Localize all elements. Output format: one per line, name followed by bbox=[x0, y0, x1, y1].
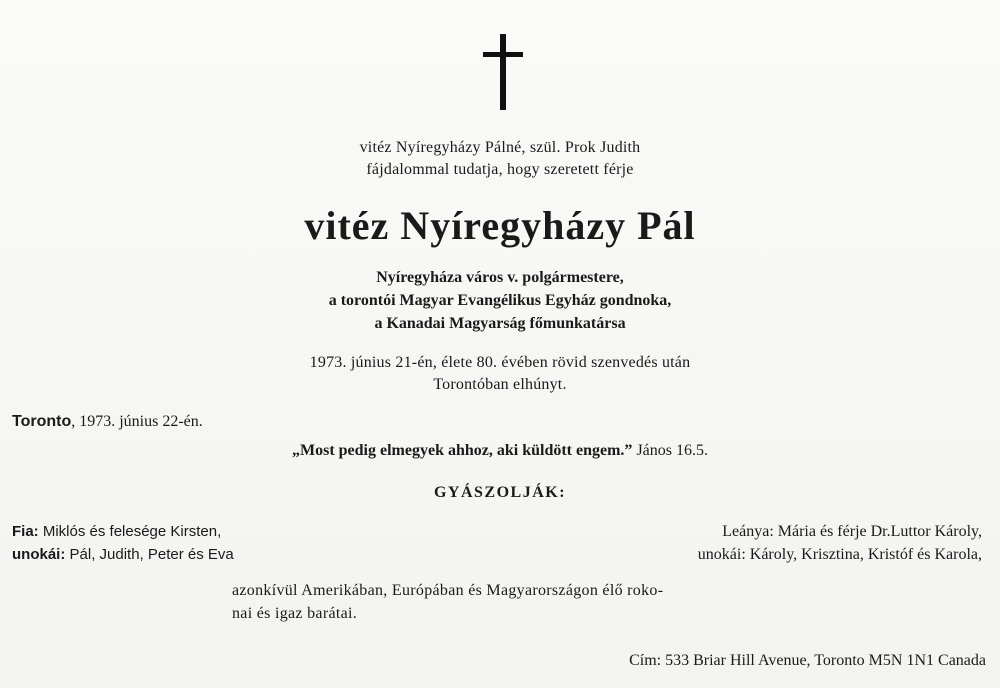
title-line-3: a Kanadai Magyarság főmunkatársa bbox=[374, 315, 626, 332]
place-date-text: , 1973. június 22-én. bbox=[71, 413, 203, 430]
grandchildren-text: Pál, Judith, Peter és Eva bbox=[69, 546, 234, 563]
right-family-line-1: Leánya: Mária és férje Dr.Luttor Károly, bbox=[722, 523, 982, 540]
left-family-line-1 bbox=[12, 523, 221, 540]
deceased-name: vitéz Nyíregyházy Pál bbox=[304, 203, 696, 248]
son-text: Miklós és felesége Kirsten, bbox=[42, 523, 222, 540]
death-line-1: 1973. június 21-én, élete 80. évében rövid szenvedés után bbox=[309, 354, 691, 371]
bible-quote bbox=[200, 442, 800, 460]
mourners-heading: GYÁSZOLJÁK: bbox=[433, 484, 567, 501]
grandchildren-label: unokái: bbox=[12, 546, 66, 563]
place-date bbox=[12, 413, 203, 431]
quote-text: „Most pedig elmegyek ahhoz, aki küldött engem.” bbox=[291, 442, 633, 459]
right-family-line-2: unokái: Károly, Krisztina, Kristóf és Karola, bbox=[697, 546, 982, 563]
address: Cím: 533 Briar Hill Avenue, Toronto M5N 1N1 Canada bbox=[629, 652, 986, 669]
title-line-2: a torontói Magyar Evangélikus Egyház gondnoka, bbox=[328, 292, 672, 309]
quote-reference: János 16.5. bbox=[636, 442, 708, 459]
announcer-line-2: fájdalommal tudatja, hogy szeretett férje bbox=[366, 161, 634, 178]
announcer-line-1: vitéz Nyíregyházy Pálné, szül. Prok Judith bbox=[359, 139, 641, 156]
place-city: Toronto bbox=[12, 413, 72, 430]
also-line-2: nai és igaz barátai. bbox=[232, 605, 358, 622]
left-family-line-2 bbox=[12, 546, 234, 563]
death-line-2: Torontóban elhúnyt. bbox=[433, 376, 567, 393]
also-line-1: azonkívül Amerikában, Európában és Magyarországon élő roko- bbox=[232, 582, 664, 599]
son-label: Fia: bbox=[12, 523, 39, 540]
title-line-1: Nyíregyháza város v. polgármestere, bbox=[376, 269, 624, 286]
cross-icon bbox=[483, 34, 523, 110]
